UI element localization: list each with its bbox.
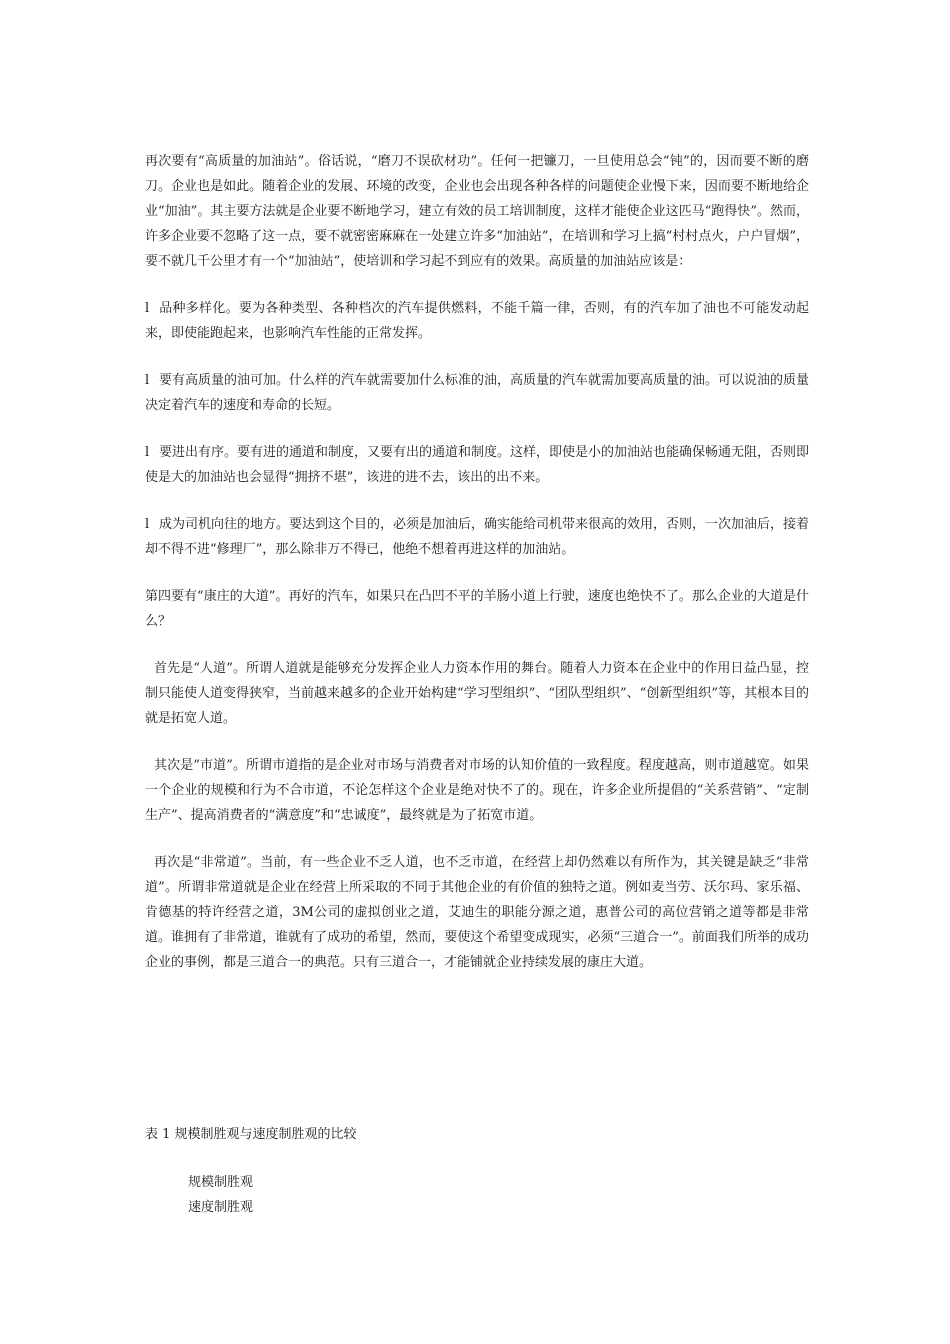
paragraph-human-way: 首先是“人道”。所谓人道就是能够充分发挥企业人力资本作用的舞台。随着人力资本在企业中的作用日益凸显，控制只能使人道变得狭窄，当前越来越多的企业开始构建“学习型组织”、“团队型组织”、“创新型组织”等，其根本目的就是拓宽人道。 <box>145 661 809 726</box>
paragraph-broad-road: 第四要有“康庄的大道”。再好的汽车，如果只在凸凹不平的羊肠小道上行驶，速度也绝快不了。那么企业的大道是什么？ <box>145 589 809 629</box>
bullet-text: 成为司机向往的地方。要达到这个目的，必须是加油后，确实能给司机带来很高的效用，否则，一次加油后，接着却不得不进“修理厂”，那么除非万不得已，他绝不想着再进这样的加油站。 <box>145 517 810 557</box>
bullet-icon: l <box>145 445 150 460</box>
table-item-scale: 规模制胜观 <box>188 1175 254 1190</box>
bullet-text: 要进出有序。要有进的通道和制度，又要有出的通道和制度。这样，即使是小的加油站也能确保畅通无阻，否则即使是大的加油站也会显得“拥挤不堪”，该进的进不去，该出的出不来。 <box>145 445 810 485</box>
paragraph-gas-station: 再次要有“高质量的加油站”。俗话说，“磨刀不误砍材功”。任何一把镰刀，一旦使用总会“钝”的，因而要不断的磨刀。企业也是如此。随着企业的发展、环境的改变，企业也会出现各种各样的问题使企业慢下来，因而要不断地给企业“加油”。其主要方法就是企业要不断地学习，建立有效的员工培训制度，这样才能使企业这匹马“跑得快”。然而，许多企业要不忽略了这一点，要不就密密麻麻在一处建立许多“加油站”，在培训和学习上搞“村村点火，户户冒烟”，要不就几千公里才有一个“加油站”，使培训和学习起不到应有的效果。高质量的加油站应该是： <box>145 154 809 269</box>
bullet-text: 要有高质量的油可加。什么样的汽车就需要加什么标准的油，高质量的汽车就需加要高质量的油。可以说油的质量决定着汽车的速度和寿命的长短。 <box>145 373 810 413</box>
bullet-item-destination <box>145 512 809 562</box>
article-body <box>145 149 809 997</box>
bullet-icon: l <box>145 301 150 316</box>
comparison-table <box>188 1170 253 1220</box>
paragraph-market-way: 其次是“市道”。所谓市道指的是企业对市场与消费者对市场的认知价值的一致程度。程度越高，则市道越宽。如果一个企业的规模和行为不合市道，不论怎样这个企业是绝对快不了的。现在，许多企业所提倡的“关系营销”、“定制生产”、提高消费者的“满意度”和“忠诚度”，最终就是为了拓宽市道。 <box>145 758 809 823</box>
table-item-speed: 速度制胜观 <box>188 1200 254 1215</box>
paragraph-extraordinary-way: 再次是“非常道”。当前，有一些企业不乏人道，也不乏市道，在经营上却仍然难以有所作为，其关键是缺乏“非常道”。所谓非常道就是企业在经营上所采取的不同于其他企业的有价值的独特之道。例如麦当劳、沃尔玛、家乐福、肯德基的特许经营之道，3M公司的虚拟创业之道，艾迪生的职能分源之道，惠普公司的高位营销之道等都是非常道。谁拥有了非常道，谁就有了成功的希望，然而，要使这个希望变成现实，必须“三道合一”。前面我们所举的成功企业的事例，都是三道合一的典范。只有三道合一，才能铺就企业持续发展的康庄大道。 <box>145 855 809 970</box>
bullet-item-variety <box>145 296 809 346</box>
bullet-item-orderly <box>145 440 809 490</box>
bullet-icon: l <box>145 517 150 532</box>
table-caption: 表 1 规模制胜观与速度制胜观的比较 <box>145 1127 357 1142</box>
bullet-icon: l <box>145 373 150 388</box>
bullet-item-quality-oil <box>145 368 809 418</box>
bullet-text: 品种多样化。要为各种类型、各种档次的汽车提供燃料，不能千篇一律，否则，有的汽车加了油也不可能发动起来，即使能跑起来，也影响汽车性能的正常发挥。 <box>145 301 809 341</box>
